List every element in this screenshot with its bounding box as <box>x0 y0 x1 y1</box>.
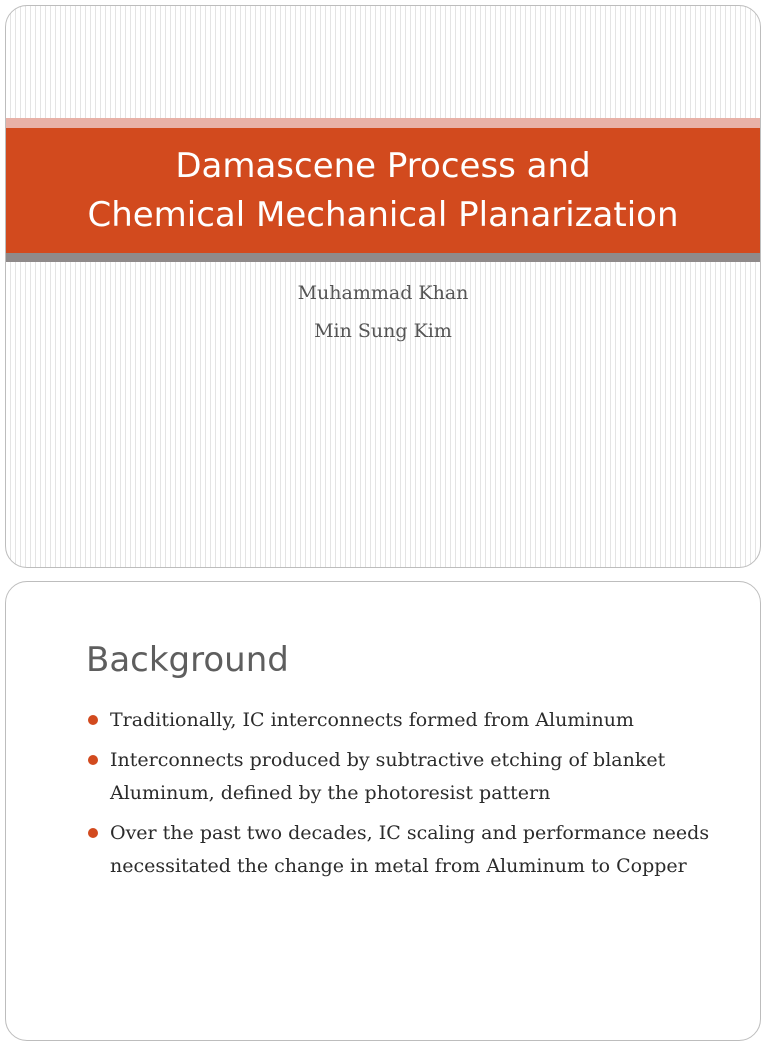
bullet-text: Over the past two decades, IC scaling and performance needs necessitated the change in metal from Aluminum to Copper <box>110 822 710 877</box>
title-band-bottom-stripe <box>6 253 760 262</box>
list-item <box>86 817 746 883</box>
bullet-dot-icon <box>88 755 98 765</box>
background-slide <box>5 581 761 1041</box>
bullet-text: Traditionally, IC interconnects formed from Aluminum <box>110 709 634 731</box>
authors <box>6 274 760 350</box>
bullet-text: Interconnects produced by subtractive etching of blanket Aluminum, defined by the photoresist pattern <box>110 749 666 804</box>
list-item <box>86 704 746 737</box>
slide-heading: Background <box>86 640 289 680</box>
slide-title <box>87 142 678 240</box>
list-item <box>86 744 746 810</box>
title-slide <box>5 5 761 568</box>
title-band-top-stripe <box>6 118 760 128</box>
author-name: Min Sung Kim <box>314 320 452 342</box>
bullet-list <box>86 704 746 890</box>
author-name: Muhammad Khan <box>297 282 469 304</box>
slide-title-line-1: Damascene Process and <box>175 145 591 186</box>
title-band <box>6 128 760 253</box>
bullet-dot-icon <box>88 715 98 725</box>
bullet-dot-icon <box>88 828 98 838</box>
slide-title-line-2: Chemical Mechanical Planarization <box>87 194 679 235</box>
